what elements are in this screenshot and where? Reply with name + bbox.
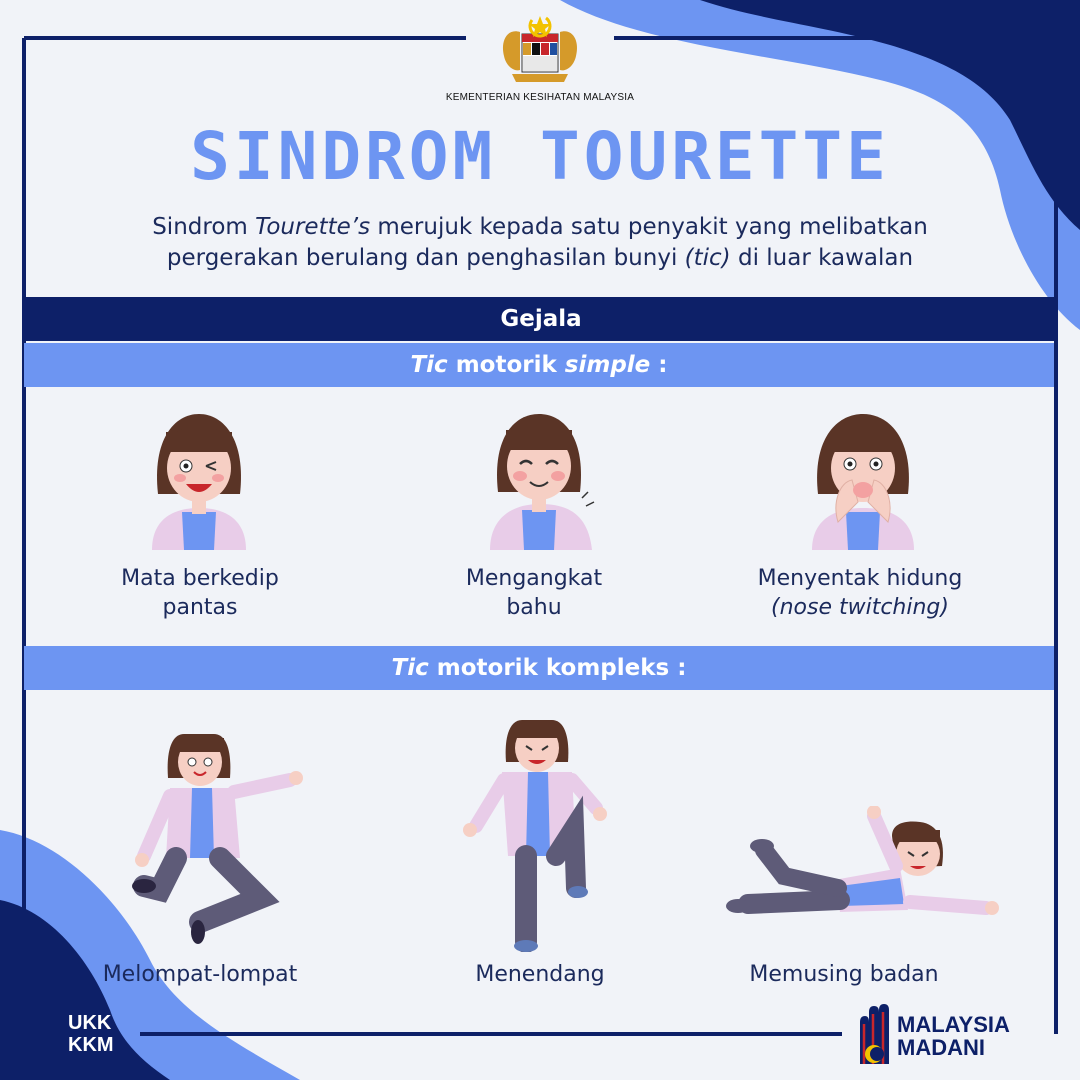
logo-text: KKM [68,1034,114,1056]
ministry-name: KEMENTERIAN KESIHATAN MALAYSIA [445,92,635,103]
intro-text-part: pergerakan berulang dan penghasilan bunyi [166,245,685,271]
caption-line: Mengangkat [465,566,603,591]
intro-text-part: Sindrom [152,214,256,240]
girl-twisting-illustration [724,806,1004,926]
symptoms-heading: Gejala [24,297,1058,341]
heading-italic: Tic [410,352,448,378]
heading-text: motorik kompleks : [428,655,687,681]
caption-line [710,593,1010,622]
simple-item-2-caption [384,564,684,622]
heading-text: : [650,352,668,378]
logo-text: MALAYSIA [897,1012,1010,1037]
heading-text: motorik [447,352,565,378]
caption-line: Menyentak hidung [757,566,963,591]
girl-nose-twitch-illustration [808,410,918,550]
girl-blinking-illustration [144,410,254,550]
simple-item-1-caption [50,564,350,622]
caption-line: bahu [506,595,562,620]
intro-text [60,212,1020,274]
intro-text-italic: Tourette’s [255,214,371,240]
caption-line: pantas [162,595,238,620]
heading-italic: simple [564,352,651,378]
page-title: SINDROM TOURETTE [190,118,890,195]
caption-italic: (nose twitching) [771,595,949,620]
malaysia-madani-wordmark [897,1013,1010,1059]
intro-line-1 [60,212,1020,243]
simple-item-3-caption [710,564,1010,622]
intro-text-part: di luar kawalan [730,245,914,271]
girl-shrugging-illustration [482,410,602,550]
logo-text: MADANI [897,1035,985,1060]
malaysia-madani-emblem [856,1004,896,1068]
complex-item-3-caption: Memusing badan [749,962,939,987]
intro-text-italic: (tic) [684,245,731,271]
intro-text-part: merujuk kepada satu penyakit yang melibatkan [370,214,928,240]
girl-jumping-illustration [130,726,310,950]
complex-tic-heading [24,646,1054,690]
intro-line-2 [60,243,1020,274]
complex-item-1-caption: Melompat-lompat [102,962,298,987]
ukk-kkm-logo [68,1012,114,1056]
girl-kicking-illustration [456,716,616,952]
heading-italic: Tic [391,655,429,681]
simple-tic-heading [24,343,1054,387]
complex-item-2-caption: Menendang [475,962,605,987]
caption-line: Mata berkedip [121,566,279,591]
coat-of-arms-logo [494,12,586,84]
logo-text: UKK [68,1012,112,1034]
